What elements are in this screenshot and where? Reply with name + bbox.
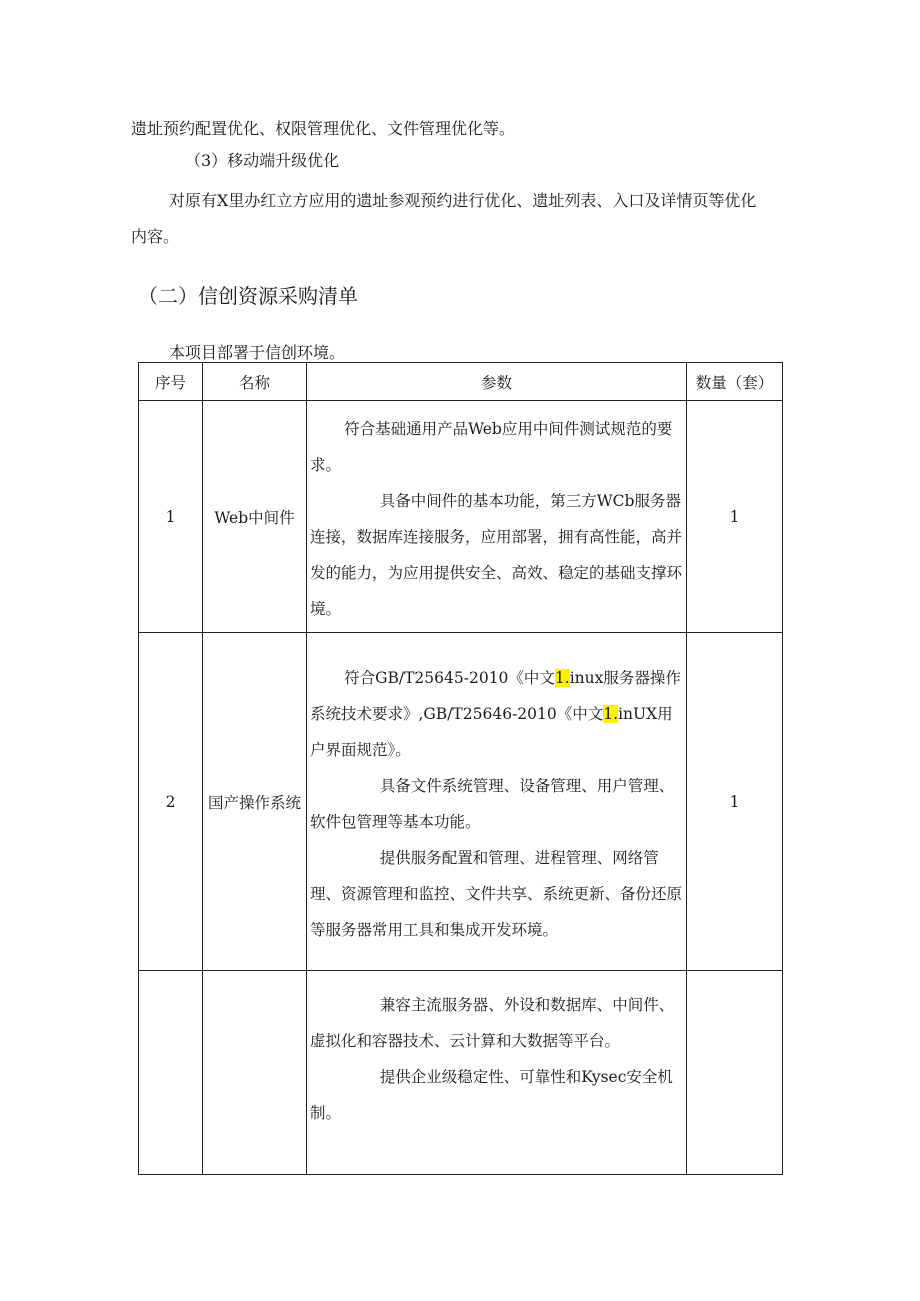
table-header-row bbox=[139, 363, 783, 401]
table-row bbox=[139, 633, 783, 971]
param-paragraph: 具备中间件的基本功能，第三方WCb服务器连接，数据库连接服务，应用部署，拥有高性能，高并发的能力，为应用提供安全、高效、稳定的基础支撑环境。 bbox=[310, 491, 683, 618]
header-index: 序号 bbox=[139, 363, 203, 401]
param-text: 符合GB/T25645-2010《中文 bbox=[344, 668, 555, 687]
row-params bbox=[307, 633, 687, 971]
row-quantity bbox=[687, 971, 783, 1175]
highlighted-text: 1. bbox=[554, 668, 570, 687]
row-quantity: 1 bbox=[687, 633, 783, 971]
param-paragraph: 具备文件系统管理、设备管理、用户管理、软件包管理等基本功能。 bbox=[310, 776, 675, 831]
row-name bbox=[203, 971, 307, 1175]
row-index: 1 bbox=[139, 401, 203, 633]
row-name: 国产操作系统 bbox=[203, 633, 307, 971]
highlighted-text: 1. bbox=[603, 704, 619, 723]
header-quantity: 数量（套） bbox=[687, 363, 783, 401]
header-name: 名称 bbox=[203, 363, 307, 401]
param-text: inux服务器操作系统技术要求》,GB/T25646-2010《中文 bbox=[310, 668, 681, 723]
param-paragraph: 提供服务配置和管理、进程管理、网络管理、资源管理和监控、文件共享、系统更新、备份还原等服务器常用工具和集成开发环境。 bbox=[310, 848, 683, 939]
row-params bbox=[307, 401, 687, 633]
row-params bbox=[307, 971, 687, 1175]
section-heading: （二）信创资源采购清单 bbox=[138, 284, 358, 308]
row-quantity: 1 bbox=[687, 401, 783, 633]
item-3-title: （3）移动端升级优化 bbox=[185, 151, 340, 170]
param-paragraph: 提供企业级稳定性、可靠性和Kysec安全机制。 bbox=[310, 1068, 673, 1122]
param-text: inUX用户界面规范》。 bbox=[310, 704, 673, 759]
body-text-line: 遗址预约配置优化、权限管理优化、文件管理优化等。 bbox=[131, 119, 516, 138]
param-paragraph bbox=[310, 660, 684, 768]
header-params: 参数 bbox=[307, 363, 687, 401]
item-3-body-continued: 内容。 bbox=[131, 227, 180, 246]
row-index: 2 bbox=[139, 633, 203, 971]
procurement-table bbox=[138, 362, 783, 1175]
item-3-body: 对原有X里办红立方应用的遗址参观预约进行优化、遗址列表、入口及详情页等优化 bbox=[169, 191, 757, 210]
table-row bbox=[139, 401, 783, 633]
row-name: Web中间件 bbox=[203, 401, 307, 633]
param-paragraph: 兼容主流服务器、外设和数据库、中间件、虚拟化和容器技术、云计算和大数据等平台。 bbox=[310, 996, 675, 1050]
param-paragraph: 符合基础通用产品Web应用中间件测试规范的要求。 bbox=[310, 419, 673, 474]
row-index bbox=[139, 971, 203, 1175]
table-row bbox=[139, 971, 783, 1175]
section-intro: 本项目部署于信创环境。 bbox=[169, 343, 346, 362]
